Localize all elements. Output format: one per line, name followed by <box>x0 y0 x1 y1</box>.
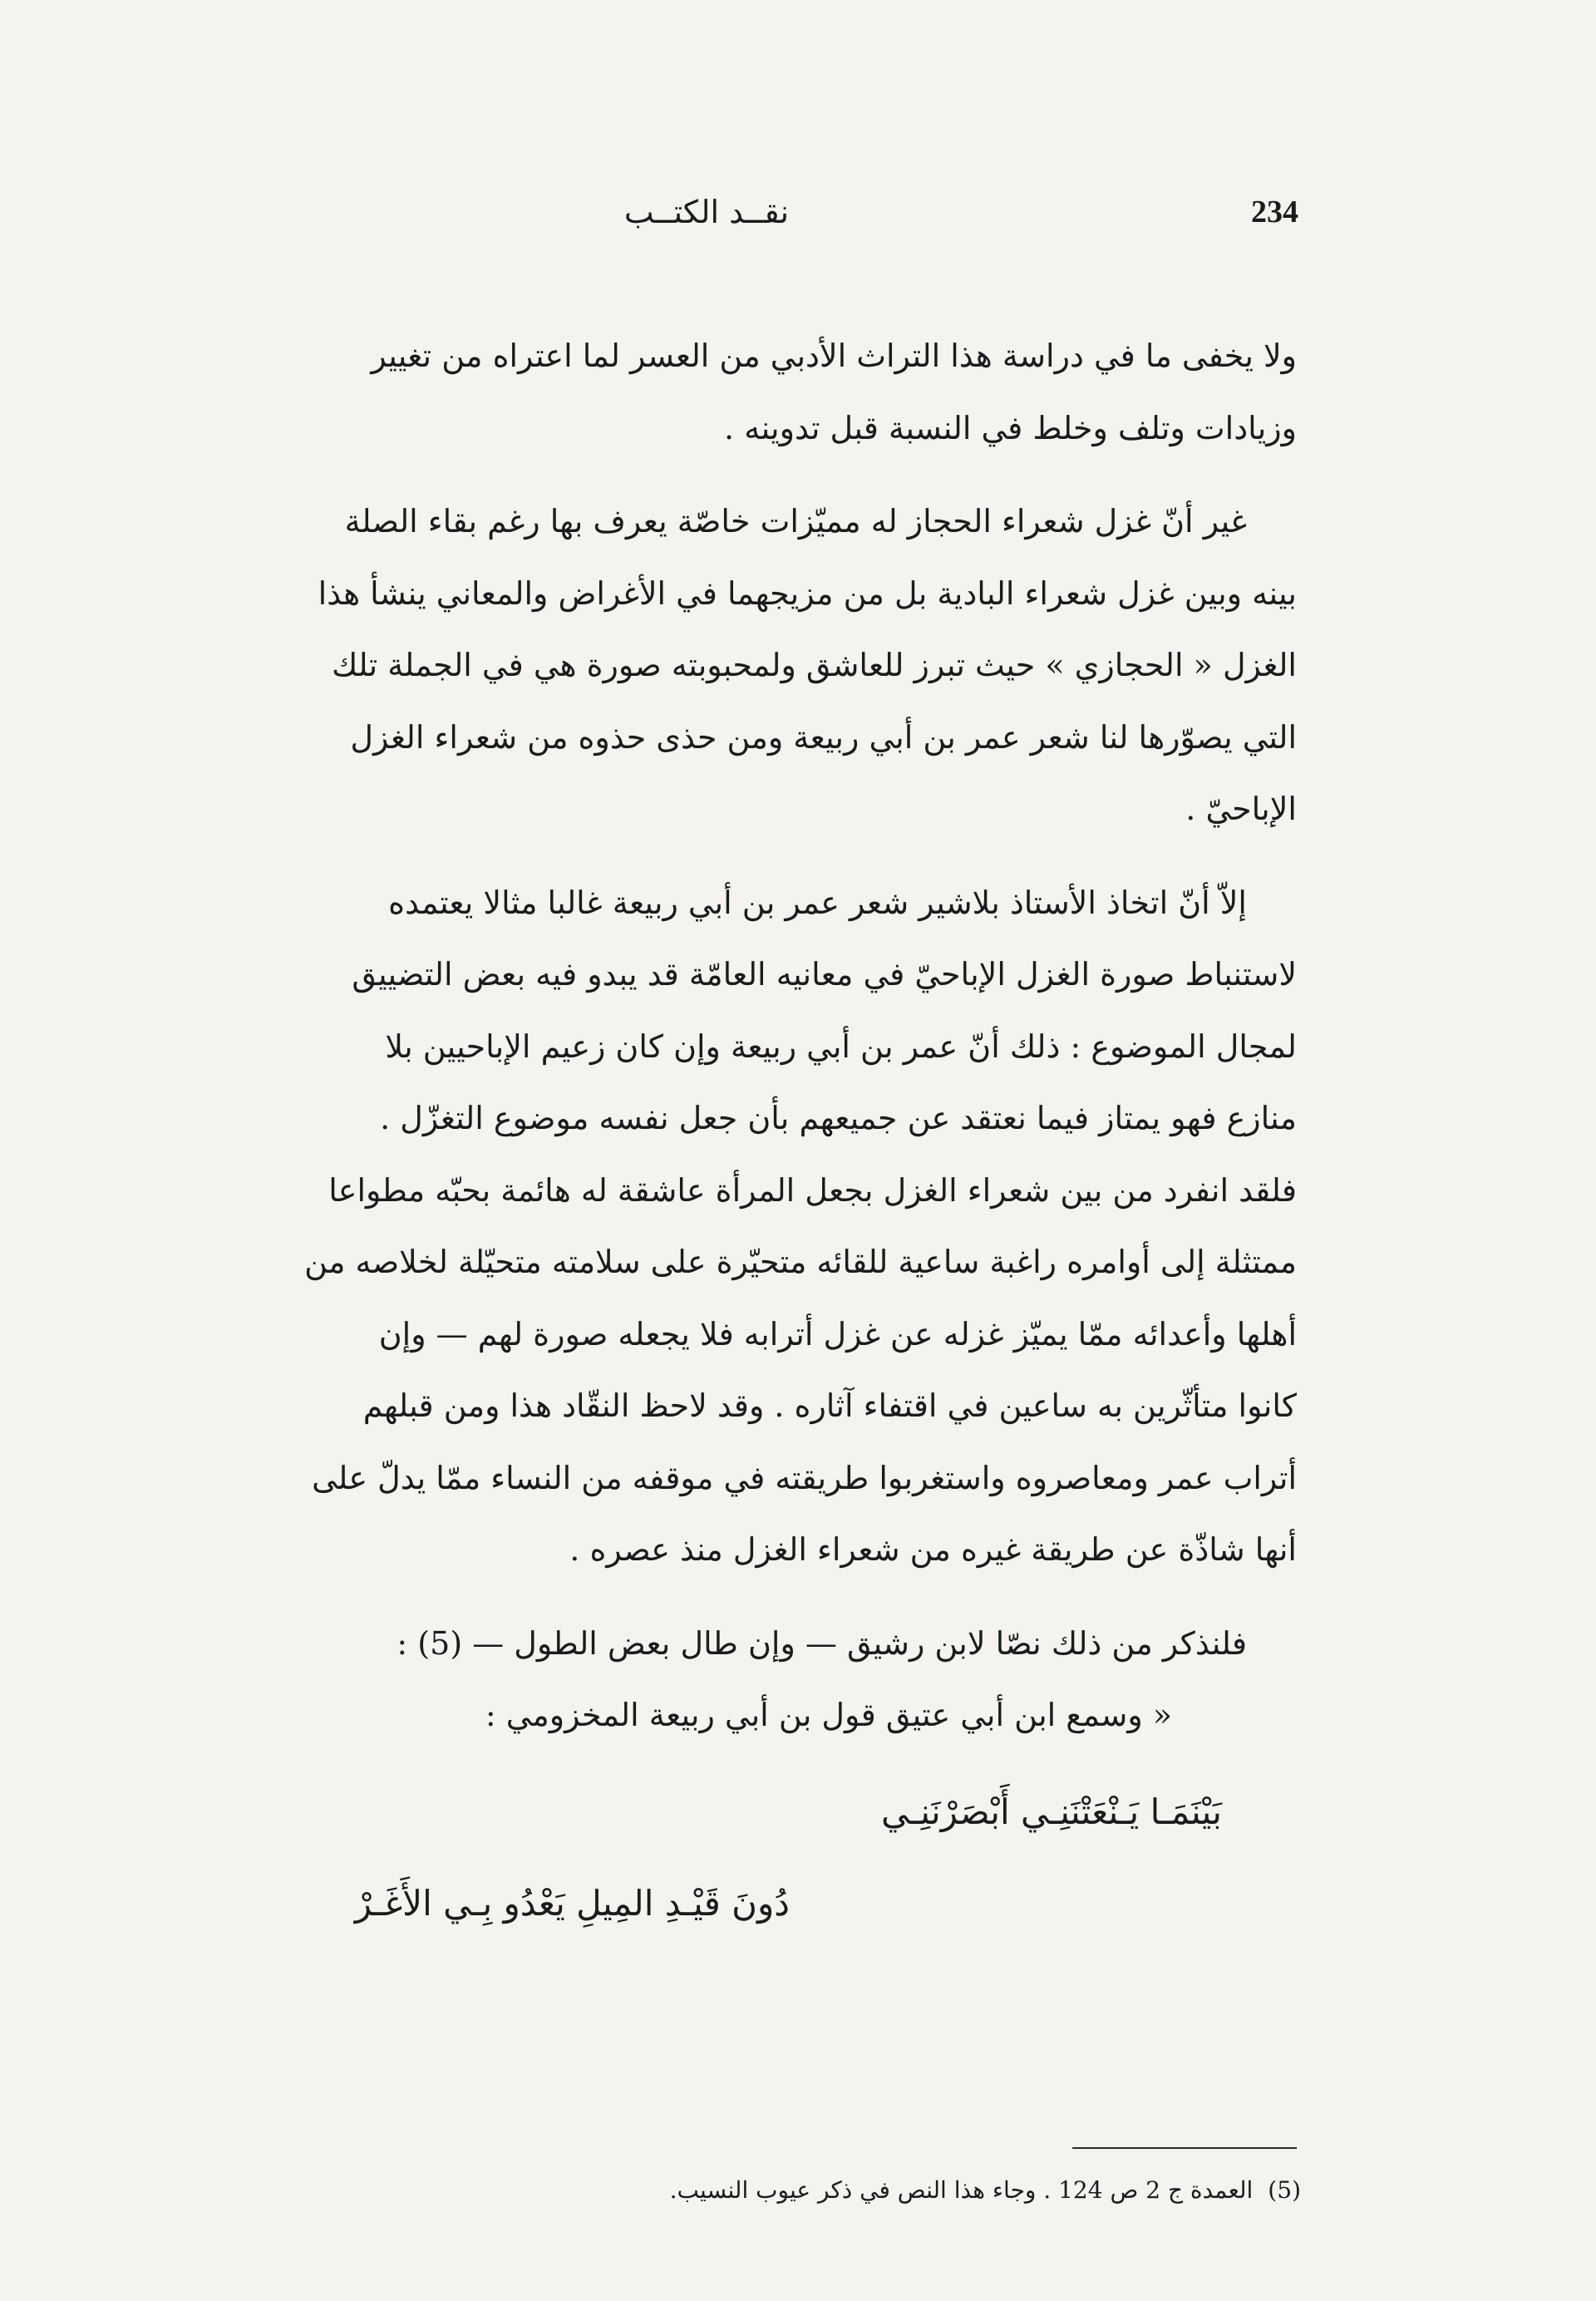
text-line: أتراب عمر ومعاصروه واستغربوا طريقته في موقفه من النساء ممّا يدلّ على <box>312 1459 1297 1496</box>
text-line: فلقد انفرد من بين شعراء الغزل بجعل المرأة عاشقة له هائمة بحبّه مطواعا <box>328 1171 1297 1209</box>
quote-opening: « وسمع ابن أبي عتيق قول بن أبي ربيعة المخزومي : <box>485 1697 1172 1733</box>
text-line: لمجال الموضوع : ذلك أنّ عمر بن أبي ربيعة وإن كان زعيم الإباحيين بلا <box>385 1027 1297 1065</box>
footnote-divider <box>1072 2147 1297 2149</box>
quotation-intro: فلنذكر من ذلك نصّا لابن رشيق — وإن طال بعض الطول — (5) : <box>397 1624 1247 1662</box>
footnote <box>490 2174 1301 2207</box>
paragraph-2 <box>241 485 1297 845</box>
verse-hemistich-2: دُونَ قَيْـدِ المِيلِ يَعْدُو بِـي الأَغَـرْ <box>354 1883 790 1924</box>
paragraph-1 <box>241 320 1297 464</box>
footnote-marker: (5) <box>1268 2176 1301 2204</box>
text-line: أنها شاذّة عن طريقة غيره من شعراء الغزل منذ عصره . <box>569 1531 1297 1568</box>
page-number: 234 <box>1251 195 1298 229</box>
verse-hemistich-1: بَيْنَمَـا يَـنْعَتْنَنِـي أَبْصَرْنَنِـي <box>880 1791 1222 1832</box>
running-title: نقــد الكتــب <box>623 194 790 230</box>
text-line: أهلها وأعدائه ممّا يميّز غزله عن غزل أترابه فلا يجعله صورة لهم — وإن <box>378 1315 1297 1353</box>
text-line: الغزل « الحجازي » حيث تبرز للعاشق ولمحبوبته صورة هي في الجملة تلك <box>331 647 1297 683</box>
paragraph-3 <box>241 867 1297 1586</box>
text-line: كانوا متأثّرين به ساعين في اقتفاء آثاره . وقد لاحظ النقّاد هذا ومن قبلهم <box>362 1387 1297 1424</box>
text-line: ولا يخفى ما في دراسة هذا التراث الأدبي من العسر لما اعتراه من تغيير <box>371 338 1297 374</box>
page-header <box>0 187 1596 237</box>
text-line: الإباحيّ . <box>1185 791 1297 827</box>
text-line: وزيادات وتلف وخلط في النسبة قبل تدوينه . <box>724 409 1297 446</box>
text-line: إلاّ أنّ اتخاذ الأستاذ بلاشير شعر عمر بن أبي ربيعة غالبا مثالا يعتمده <box>388 884 1247 921</box>
text-line: منازع فهو يمتاز فيما نعتقد عن جميعهم بأن جعل نفسه موضوع التغزّل . <box>380 1100 1297 1136</box>
text-line: لاستنباط صورة الغزل الإباحيّ في معانيه العامّة قد يبدو فيه بعض التضييق <box>352 956 1297 993</box>
text-line: ممتثلة إلى أوامره راغبة ساعية للقائه متحيّرة على سلامته متحيّلة لخلاصه من <box>304 1244 1297 1280</box>
text-line: غير أنّ غزل شعراء الحجاز له مميّزات خاصّة يعرف بها رغم بقاء الصلة <box>344 503 1247 540</box>
footnote-text: العمدة ج 2 ص 124 . وجاء هذا النص في ذكر عيوب النسيب. <box>669 2176 1254 2204</box>
text-line: التي يصوّرها لنا شعر عمر بن أبي ربيعة ومن حذى حذوه من شعراء الغزل <box>350 718 1297 756</box>
text-line: بينه وبين غزل شعراء البادية بل من مزيجهما في الأغراض والمعاني ينشأ هذا <box>318 574 1297 612</box>
body-text <box>241 320 1297 1752</box>
